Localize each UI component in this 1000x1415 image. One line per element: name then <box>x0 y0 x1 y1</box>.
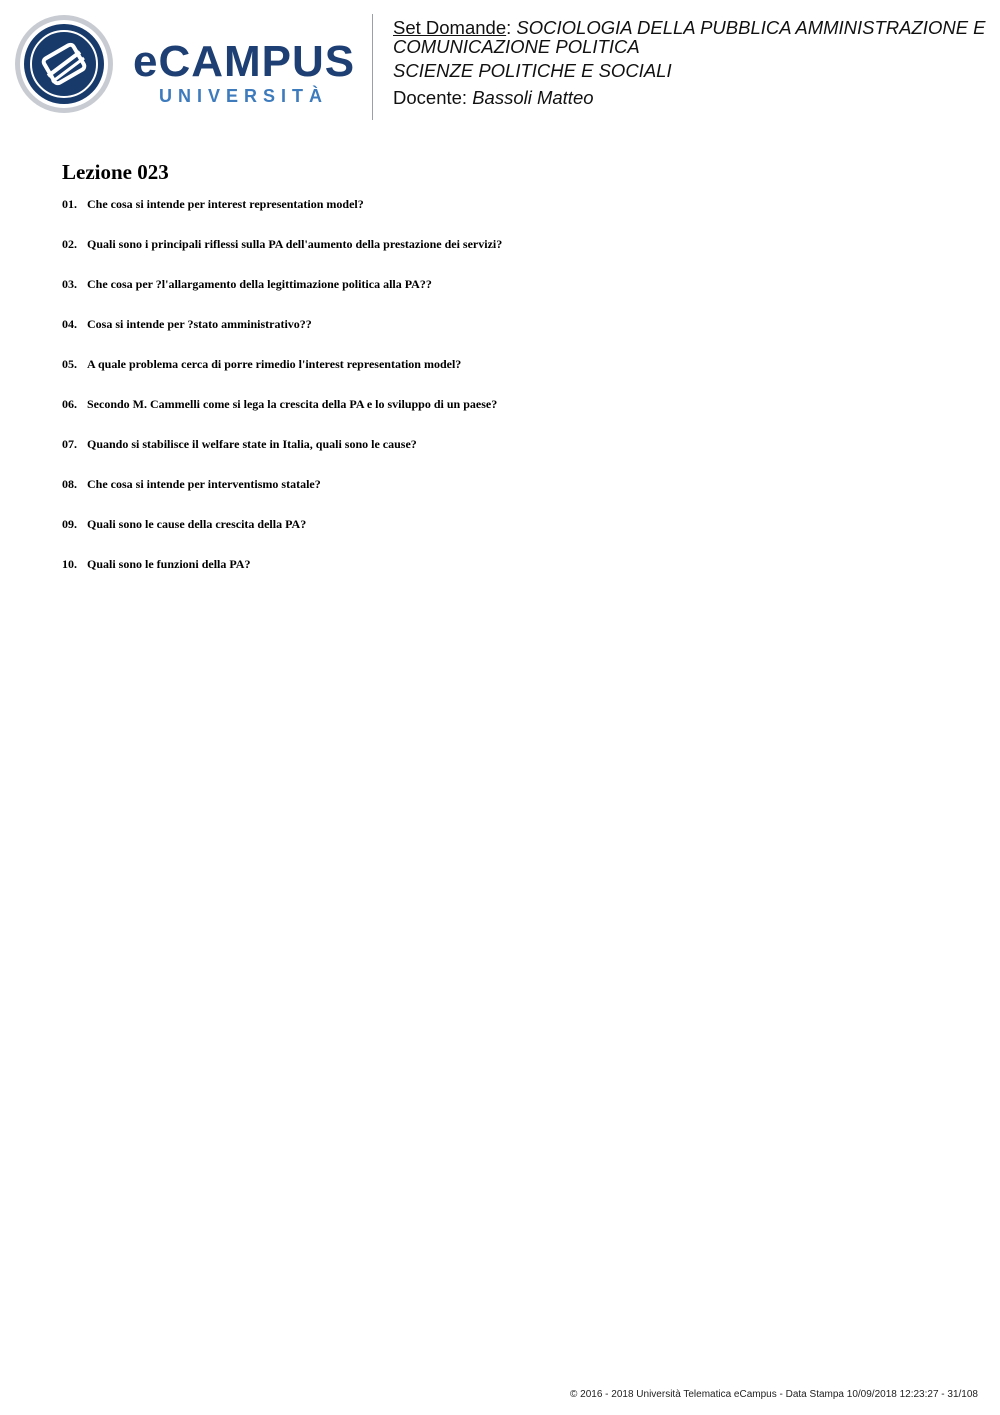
question-item <box>62 197 962 237</box>
question-text: Quali sono le funzioni della PA? <box>87 557 251 571</box>
question-number: 08. <box>62 477 77 491</box>
question-item <box>62 277 962 317</box>
question-text: Secondo M. Cammelli come si lega la crescita della PA e lo sviluppo di un paese? <box>87 397 498 411</box>
faculty-name: SCIENZE POLITICHE E SOCIALI <box>393 60 672 81</box>
question-text: Quali sono i principali riflessi sulla PA dell'aumento della prestazione dei servizi? <box>87 237 503 251</box>
question-item <box>62 557 962 597</box>
teacher-name: Bassoli Matteo <box>472 87 594 108</box>
question-text: Cosa si intende per ?stato amministrativo?? <box>87 317 312 331</box>
question-text: Quando si stabilisce il welfare state in Italia, quali sono le cause? <box>87 437 417 451</box>
question-number: 04. <box>62 317 77 331</box>
teacher-line <box>393 84 1000 111</box>
teacher-label: Docente: <box>393 87 468 108</box>
question-item <box>62 397 962 437</box>
question-text: Che cosa si intende per interest representation model? <box>87 197 364 211</box>
course-title-line: Set Domande: SOCIOLOGIA DELLA PUBBLICA AMMINISTRAZIONE E <box>393 17 986 38</box>
question-item <box>62 357 962 397</box>
question-text: Che cosa si intende per interventismo statale? <box>87 477 321 491</box>
question-item <box>62 237 962 277</box>
brand-wordmark <box>133 38 358 107</box>
question-number: 03. <box>62 277 77 291</box>
question-item <box>62 437 962 477</box>
question-number: 01. <box>62 197 77 211</box>
set-label: Set Domande <box>393 17 507 38</box>
ecampus-seal-logo <box>14 14 114 114</box>
brand-name: eCAMPUS <box>133 37 356 86</box>
question-number: 05. <box>62 357 77 371</box>
course-header <box>393 14 1000 111</box>
question-number: 06. <box>62 397 77 411</box>
question-number: 09. <box>62 517 77 531</box>
page-footer: © 2016 - 2018 Università Telematica eCampus - Data Stampa 10/09/2018 12:23:27 - 31/108 <box>570 1389 978 1400</box>
header-divider <box>372 14 373 120</box>
question-number: 10. <box>62 557 77 571</box>
question-text: A quale problema cerca di porre rimedio l'interest representation model? <box>87 357 462 371</box>
question-text: Che cosa per ?l'allargamento della legittimazione politica alla PA?? <box>87 277 432 291</box>
course-title: SOCIOLOGIA DELLA PUBBLICA AMMINISTRAZIONE E <box>516 17 986 38</box>
course-title-continued: COMUNICAZIONE POLITICA <box>393 36 640 57</box>
question-list <box>62 197 962 597</box>
question-item <box>62 477 962 517</box>
question-item <box>62 317 962 357</box>
question-number: 02. <box>62 237 77 251</box>
lesson-title: Lezione 023 <box>62 160 169 184</box>
question-number: 07. <box>62 437 77 451</box>
brand-subtitle: UNIVERSITÀ <box>159 86 329 106</box>
question-item <box>62 517 962 557</box>
question-text: Quali sono le cause della crescita della PA? <box>87 517 307 531</box>
